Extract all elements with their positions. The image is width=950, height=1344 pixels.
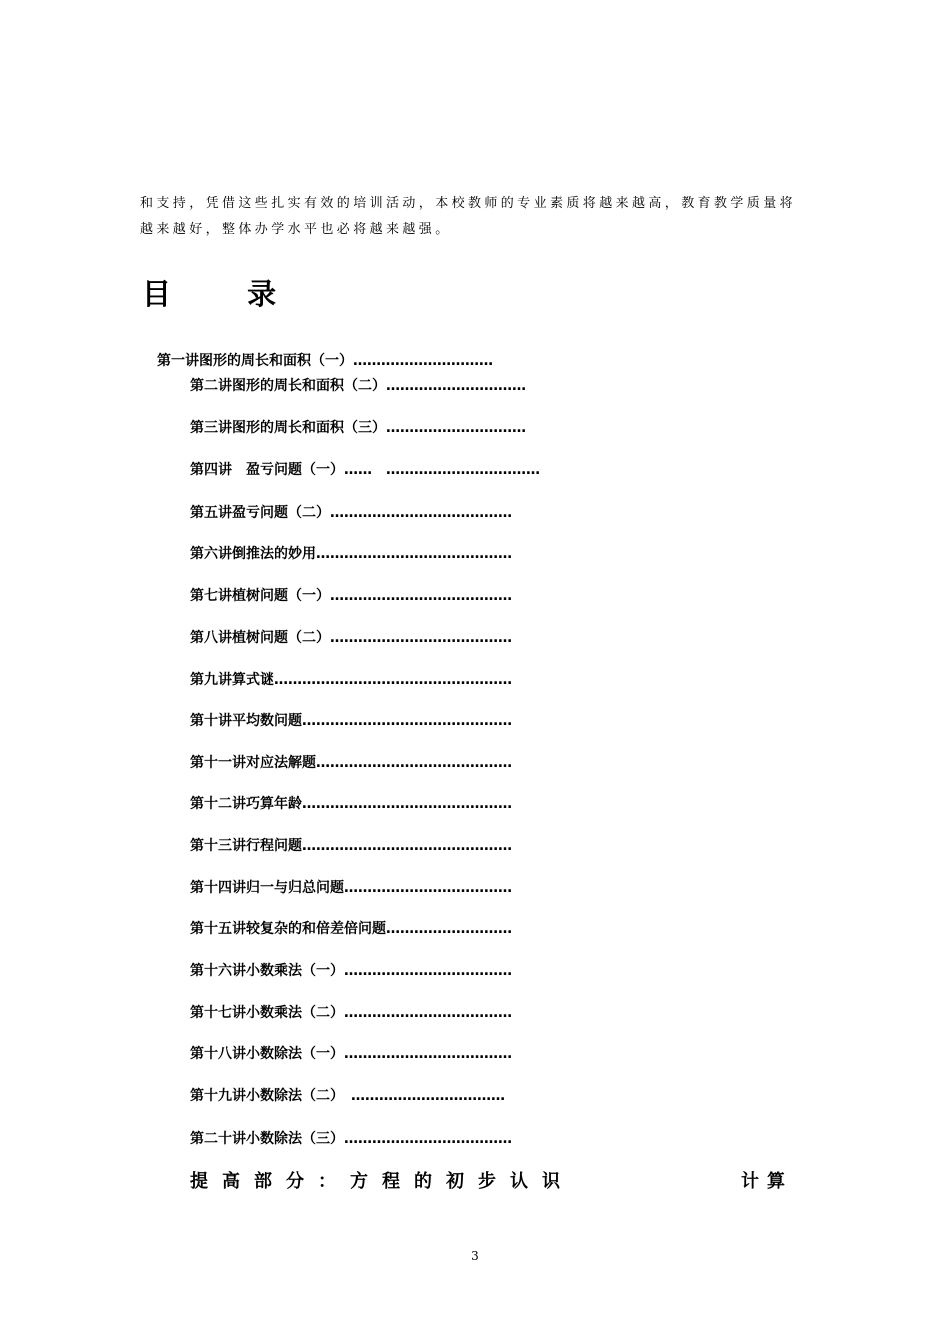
- intro-line-1: 和支持，凭借这些扎实有效的培训活动，本校教师的专业素质将越来越高，教育教学质量将: [140, 196, 797, 211]
- toc-item-20: 第二十讲小数除法（三）………………………………: [190, 1131, 512, 1147]
- toc-item-19: 第十九讲小数除法（二） ……………………………: [190, 1088, 505, 1104]
- toc-item-18: 第十八讲小数除法（一）………………………………: [190, 1046, 512, 1062]
- page-number: 3: [471, 1249, 479, 1263]
- toc-item-10: 第十讲平均数问题………………………………………: [190, 713, 512, 729]
- toc-item-11: 第十一讲对应法解题……………………………………: [190, 755, 512, 771]
- toc-item-4: 第四讲 盈亏问题（一）…… ……………………………: [190, 462, 540, 478]
- toc-heading-char-2: 录: [247, 277, 277, 311]
- toc-item-14: 第十四讲归一与归总问题………………………………: [190, 880, 512, 896]
- toc-item-12: 第十二讲巧算年龄………………………………………: [190, 796, 512, 812]
- toc-item-6: 第六讲倒推法的妙用……………………………………: [190, 546, 512, 562]
- toc-item-1: 第一讲图形的周长和面积（一）…………………………: [157, 353, 493, 369]
- toc-item-8: 第八讲植树问题（二）…………………………………: [190, 630, 512, 646]
- intro-line-2: 越来越好，整体办学水平也必将越来越强。: [140, 222, 452, 237]
- toc-item-2: 第二讲图形的周长和面积（二）…………………………: [190, 378, 526, 394]
- advanced-section-label: 提高部分：方程的初步认识: [190, 1171, 574, 1192]
- toc-heading: [142, 272, 276, 313]
- toc-item-7: 第七讲植树问题（一）…………………………………: [190, 588, 512, 604]
- toc-item-16: 第十六讲小数乘法（一）………………………………: [190, 963, 512, 979]
- toc-heading-char-1: 目: [142, 277, 172, 311]
- toc-item-13: 第十三讲行程问题………………………………………: [190, 838, 512, 854]
- toc-item-17: 第十七讲小数乘法（二）………………………………: [190, 1005, 512, 1021]
- toc-item-3: 第三讲图形的周长和面积（三）…………………………: [190, 420, 526, 436]
- toc-item-9: 第九讲算式谜……………………………………………: [190, 672, 512, 688]
- advanced-section-right: 计算: [741, 1171, 793, 1192]
- toc-item-5: 第五讲盈亏问题（二）…………………………………: [190, 505, 512, 521]
- toc-item-15: 第十五讲较复杂的和倍差倍问题………………………: [190, 921, 512, 937]
